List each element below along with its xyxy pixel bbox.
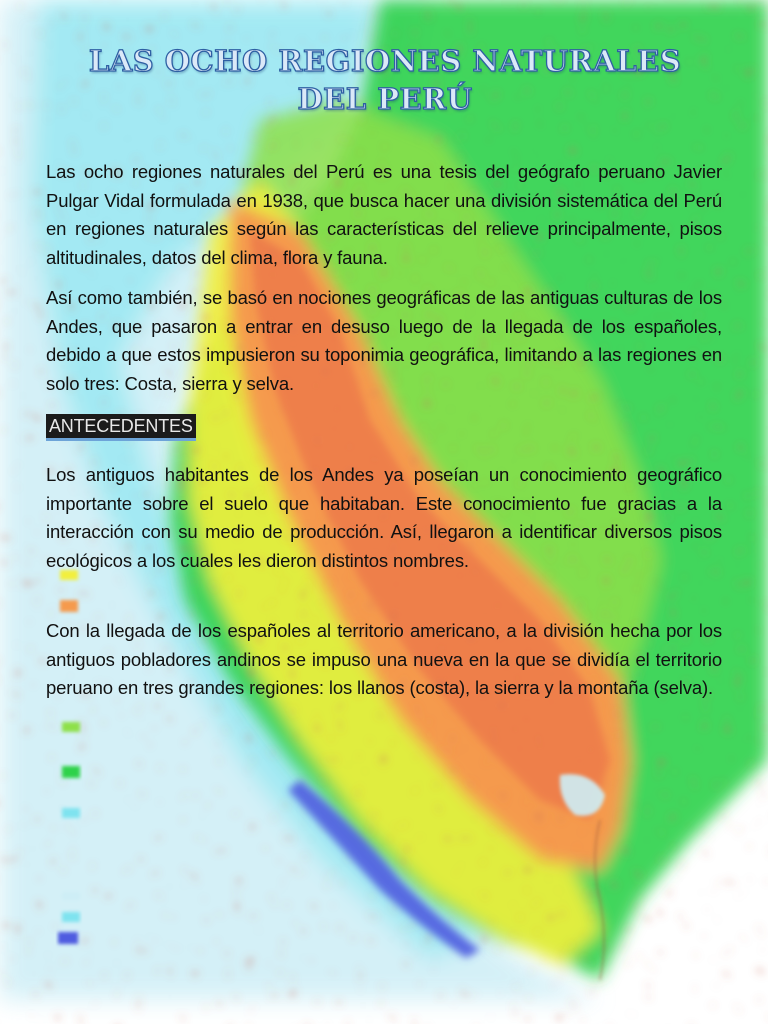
antecedentes-paragraph-2: Con la llegada de los españoles al territorio americano, a la división hecha por los antiguos pobladores andinos se impuso una nueva en la que se dividía el territorio peruano en tres grandes regiones: los llanos (costa), la sierra y la montaña (selva). <box>46 620 722 699</box>
page-title <box>40 42 730 118</box>
intro-paragraph: Las ocho regiones naturales del Perú es una tesis del geógrafo peruano Javier Pulgar Vidal formulada en 1938, que busca hacer una división sistemática del Perú en regiones naturales según las características del relieve principalmente, pisos altitudinales, datos del clima, flora y fauna. <box>46 161 722 268</box>
title-line-2: DEL PERÚ <box>297 82 473 116</box>
cultures-paragraph: Así como también, se basó en nociones geográficas de las antiguas culturas de los Andes, que pasaron a entrar en desuso luego de la llegada de los españoles, debido a que estos impusieron su toponimia geográfica, limitando a las regiones en solo tres: Costa, sierra y selva. <box>46 287 722 394</box>
antecedentes-paragraph-1: Los antiguos habitantes de los Andes ya poseían un conocimiento geográfico importante sobre el suelo que habitaban. Este conocimiento fue gracias a la interacción con su medio de producción. Así, llegaron a identificar diversos pisos ecológicos a los cuales les dieron distintos nombres. <box>46 464 722 571</box>
title-line-1: LAS OCHO REGIONES NATURALES <box>88 44 682 78</box>
section-heading-antecedentes: ANTECEDENTES <box>46 414 196 441</box>
